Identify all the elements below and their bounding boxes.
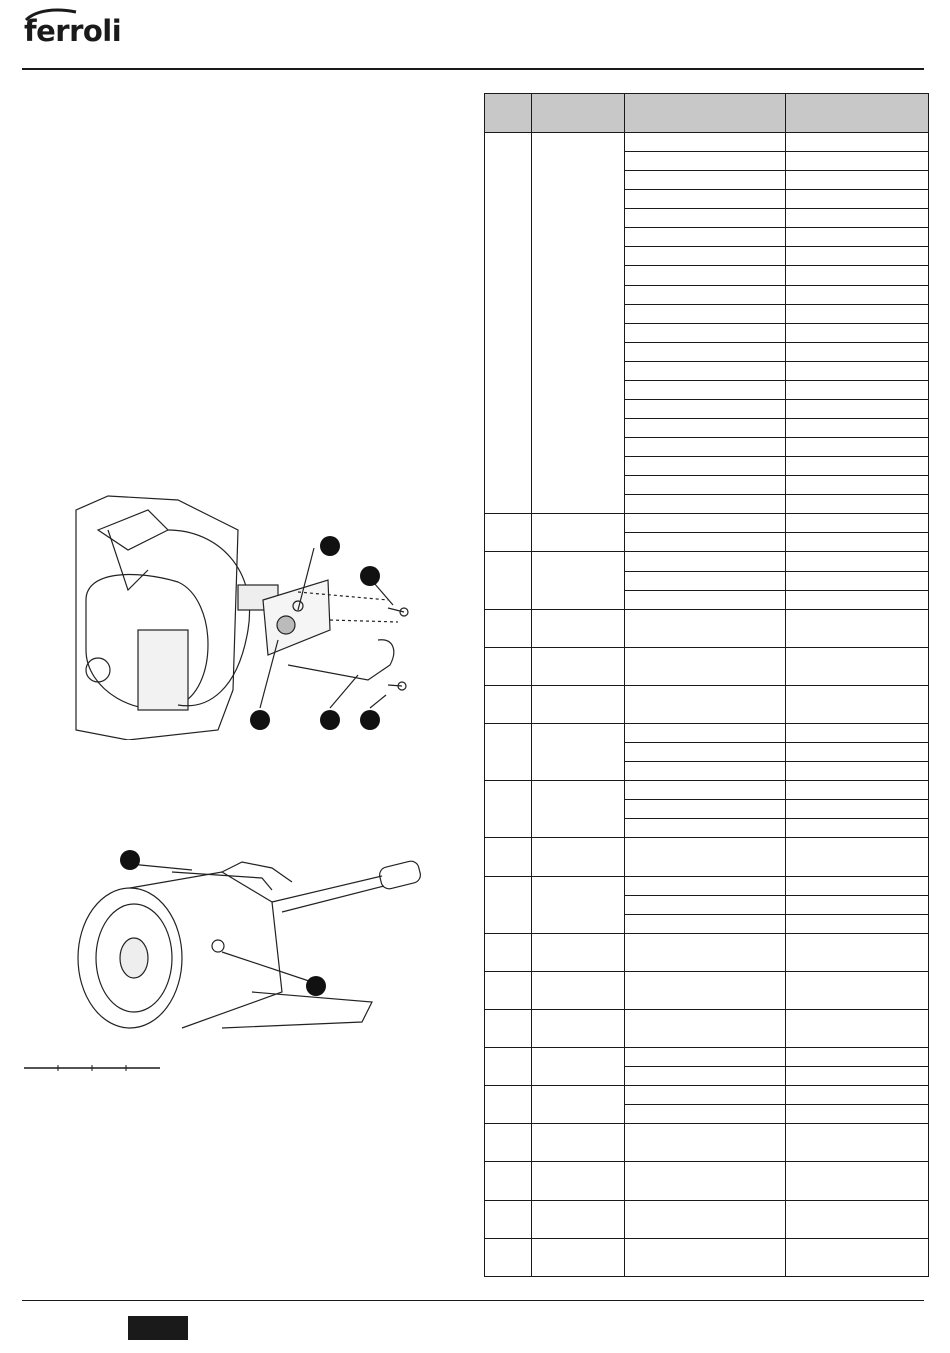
table-subcell [786,781,928,800]
table-subcell [786,762,928,780]
table-cell [786,971,929,1009]
table-subcell [786,381,928,400]
table-subcell [625,171,785,190]
table-cell [786,685,929,723]
table-subcell [786,438,928,457]
table-subcell [625,343,785,362]
table-cell [625,933,786,971]
table-subcell [625,190,785,209]
table-row [485,724,929,781]
table-subcell [625,438,785,457]
table-cell [786,724,929,781]
table-cell [786,609,929,647]
table-subcell [625,228,785,247]
table-subcell [786,1105,928,1123]
table-cell [786,1086,929,1124]
table-cell [625,685,786,723]
table-cell [532,971,625,1009]
table-subcell [786,171,928,190]
table-cell [485,1124,532,1162]
callout-marker [360,566,380,586]
table-cell [625,514,786,552]
table-header-cell [532,94,625,133]
table-subcell [625,152,785,171]
callout-marker [250,710,270,730]
table-row [485,1086,929,1124]
table-subcell [786,1048,928,1067]
table-subcell [625,743,785,762]
table-subcell [625,419,785,438]
table-row [485,971,929,1009]
table-subcell [625,1067,785,1085]
table-cell [532,133,625,514]
table-subcell [625,305,785,324]
table-cell [532,514,625,552]
table-cell [485,781,532,838]
table-subcell [625,800,785,819]
table-cell [625,609,786,647]
table-cell [485,1086,532,1124]
table-cell [532,1200,625,1238]
footer-rule [22,1300,924,1301]
table-subcell [786,419,928,438]
table-subcell [786,1067,928,1085]
table-cell [485,724,532,781]
table-cell [532,1086,625,1124]
table-subcell [786,476,928,495]
table-subcell [625,324,785,343]
table-cell [532,1238,625,1276]
table-subcell [786,572,928,591]
table-subcell [625,533,785,551]
table-subcell [625,762,785,780]
table-cell [485,552,532,609]
table-subcell [786,495,928,513]
table-cell [485,1048,532,1086]
table-cell [786,838,929,876]
table-cell [532,876,625,933]
table-cell [786,1048,929,1086]
table-subcell [625,286,785,305]
table-cell [532,1124,625,1162]
header-rule [22,68,924,70]
table-row [485,133,929,514]
table-subcell [625,514,785,533]
table-subcell [625,495,785,513]
table-subcell [786,324,928,343]
table-row [485,1200,929,1238]
table-cell [625,781,786,838]
table-subcell [786,819,928,837]
table-cell [625,1200,786,1238]
table-subcell [786,533,928,551]
table-cell [532,609,625,647]
brand-name: ferroli [24,14,122,48]
table-cell [485,1238,532,1276]
table-cell [532,933,625,971]
table-subcell [786,400,928,419]
burner-head-view [72,842,432,1034]
table-subcell [625,133,785,152]
table-subcell [786,133,928,152]
table-cell [625,1162,786,1200]
table-row [485,609,929,647]
table-cell [786,933,929,971]
table-row [485,647,929,685]
table-cell [625,133,786,514]
table-cell [485,685,532,723]
table-cell [625,1086,786,1124]
table-cell [625,971,786,1009]
table-subcell [786,305,928,324]
table-cell [485,647,532,685]
table-subcell [786,877,928,896]
table-cell [625,724,786,781]
table-cell [485,609,532,647]
table-cell [786,1124,929,1162]
table-subcell [786,915,928,933]
table-subcell [786,228,928,247]
table-cell [532,1009,625,1047]
table-row [485,685,929,723]
callout-marker [320,536,340,556]
table-cell [786,647,929,685]
table-subcell [625,457,785,476]
table-subcell [625,1086,785,1105]
table-subcell [786,1086,928,1105]
table-subcell [786,800,928,819]
table-row [485,933,929,971]
table-cell [485,876,532,933]
table-row [485,838,929,876]
table-cell [532,781,625,838]
table-cell [485,933,532,971]
table-subcell [625,915,785,933]
table-cell [786,781,929,838]
table-subcell [786,591,928,609]
table-row [485,514,929,552]
table-row [485,1009,929,1047]
table-subcell [625,209,785,228]
table-cell [485,514,532,552]
table-subcell [625,266,785,285]
table-cell [625,1124,786,1162]
table-subcell [625,781,785,800]
table-cell [786,1238,929,1276]
table-cell [532,685,625,723]
table-subcell [786,552,928,571]
callout-marker [306,976,326,996]
table-header-cell [786,94,929,133]
table-subcell [786,266,928,285]
table-subcell [786,896,928,915]
table-subcell [625,877,785,896]
table-cell [532,647,625,685]
table-subcell [786,743,928,762]
table-subcell [786,362,928,381]
table-cell [485,838,532,876]
table-subcell [625,247,785,266]
table-subcell [625,362,785,381]
table-cell [485,1200,532,1238]
callout-marker [320,710,340,730]
table-cell [786,514,929,552]
table-row [485,876,929,933]
table-subcell [786,286,928,305]
page-number-tab [128,1316,188,1340]
table-row [485,552,929,609]
burner-assembly-exploded-view [68,490,418,740]
table-subcell [625,381,785,400]
table-cell [625,876,786,933]
table-cell [786,552,929,609]
table-subcell [625,572,785,591]
table-row [485,1124,929,1162]
specification-table [484,93,929,1277]
table-subcell [786,190,928,209]
table-cell [532,1162,625,1200]
table-cell [625,1009,786,1047]
table-cell [786,876,929,933]
table-cell [786,1200,929,1238]
table-cell [485,1162,532,1200]
table-subcell [625,724,785,743]
table-subcell [786,209,928,228]
table-subcell [625,1048,785,1067]
table-subcell [625,591,785,609]
table-cell [532,1048,625,1086]
table-cell [786,1009,929,1047]
table-subcell [625,400,785,419]
table-cell [532,724,625,781]
table-row [485,1238,929,1276]
table-header-cell [485,94,532,133]
table-row [485,1048,929,1086]
ferroli-logo [22,8,122,52]
table-row [485,1162,929,1200]
table-header-cell [625,94,786,133]
table-body [485,133,929,1277]
table-cell [625,838,786,876]
table-cell [485,133,532,514]
table-cell [625,552,786,609]
callout-marker [360,710,380,730]
table-subcell [786,724,928,743]
table-subcell [625,476,785,495]
table-cell [625,1048,786,1086]
table-cell [786,1162,929,1200]
table-subcell [786,247,928,266]
table-cell [532,838,625,876]
table-cell [625,647,786,685]
table-subcell [786,457,928,476]
table-subcell [625,819,785,837]
callout-marker [120,850,140,870]
table-subcell [625,1105,785,1123]
table-subcell [786,514,928,533]
table-subcell [625,896,785,915]
table-row [485,781,929,838]
table-header-row [485,94,929,133]
scale-bar [24,1064,160,1072]
table-cell [485,1009,532,1047]
table-cell [485,971,532,1009]
table-subcell [786,343,928,362]
table-cell [532,552,625,609]
table-cell [625,1238,786,1276]
table-cell [786,133,929,514]
table-subcell [786,152,928,171]
table-subcell [625,552,785,571]
